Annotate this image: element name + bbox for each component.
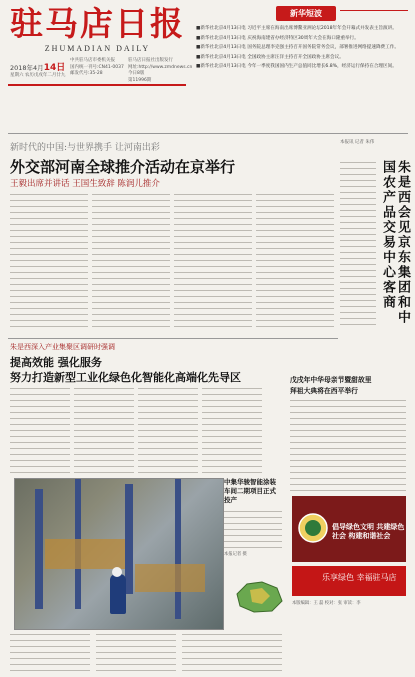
news-brief-rule [340,10,408,18]
news-brief-item: ■新华社北京4月13日电 庆祝海南建省办经济特区30周年大会在海口隆重举行。 [196,35,359,41]
lead-headline: 外交部河南全球推介活动在京举行 [10,158,236,176]
news-brief-list [192,26,406,74]
second-headline-2: 努力打造新型工业化绿色化智能化高端化先导区 [10,371,241,384]
lead-body-col2 [92,192,170,332]
news-brief-item: ■新华社北京4月13日电 习近平主席在海南出席博鳌亚洲论坛2018年年会开幕式并发表主旨演讲。 [196,26,397,31]
bottom-body-col3 [182,632,282,672]
ad2-title: 乐享绿色 幸福驻马店 [322,573,397,582]
masthead-title: 驻马店日报 [10,4,185,43]
lead-kicker: 新时代的中国:与世界携手 让河南出彩 [10,143,160,153]
ad1-title: 倡导绿色文明 共建绿色社会 构建和谐社会 [332,522,405,540]
right-story-headline-1: 戊戌年中华母亲节暨甜故里 [290,376,372,384]
side-story-byline: 本报讯 记者 朱伟 [340,140,375,145]
second-headline-1: 提高效能 强化服务 [10,356,102,369]
issue-col1-line2: 国内统一刊号:CN41-0037 [70,64,124,70]
ad-green-civilization [292,496,406,562]
section-divider [8,133,408,134]
second-body-col4 [202,386,262,474]
issue-col2-line4: 第11996期 [128,77,152,83]
masthead-rule [8,84,186,86]
masthead-subtitle: ZHUMADIAN DAILY [44,44,151,53]
second-body-col1 [10,386,70,474]
emblem-icon [297,512,329,544]
page-footer: 本版编辑：王 磊 校对：张 审读：李 [292,601,361,606]
second-body-col3 [138,386,198,474]
factory-photo [14,478,224,630]
masthead [10,6,185,58]
second-body-col2 [74,386,134,474]
issue-date-day: 14日 [43,63,66,73]
lead-subhead: 王毅出席并讲话 王国生致辞 陈润儿推介 [10,179,160,189]
issue-col2-line2: 网址:http://www.zmdnews.cn [128,64,193,70]
lead-body-col1 [10,192,88,332]
side-story-body [340,160,376,330]
second-kicker: 朱是西深入产业集聚区调研时强调 [10,343,115,351]
issue-col2-line1: 驻马店日报社出版发行 [128,58,173,63]
news-brief-item: ■新华社北京4月13日电 国务院总理李克强主持召开国务院常务会议，部署推进网络提速降费工作。 [196,45,399,51]
lead-body-col4 [256,192,334,332]
issue-col2 [128,58,192,84]
bottom-body-col1 [10,632,90,672]
issue-col1 [70,58,124,78]
issue-col1-line1: 中共驻马店市委机关报 [70,58,115,63]
photo-caption-box [224,478,282,568]
news-brief-item: ■新华社北京4月13日电 全国政协主席汪洋主持召开全国政协主席会议。 [196,54,344,60]
issue-col2-line3: 今日8版 [128,71,145,76]
side-story-headline: 朱是西会见京东集团和中国农产品交易中心客商 [380,160,410,325]
issue-col1-line3: 邮发代号:35-28 [70,71,103,76]
map-graphic [232,576,287,616]
photo-credit: 本报记者 摄 [224,552,247,557]
bottom-body-col2 [96,632,176,672]
news-brief-header: 新华短波 [276,6,336,21]
lead-body-col3 [174,192,252,332]
photo-caption-title: 中集华骏智能涂装车间二期项目正式投产 [224,478,276,504]
right-story-body [290,398,406,492]
issue-weekday: 星期六 农历戊戌年二月廿九 [10,73,66,78]
right-story-headline-2: 拜祖大典将在西平举行 [290,387,358,395]
ad-happy-zhumadian [292,566,406,596]
section-divider [8,338,338,339]
photo-caption-body [224,509,282,549]
issue-date-month: 2018年4月 [10,64,44,72]
news-brief-item: ■新华社北京4月13日电 今年一季度我国国内生产总值同比增长6.8%，经济运行保持在合理区间。 [196,64,397,70]
